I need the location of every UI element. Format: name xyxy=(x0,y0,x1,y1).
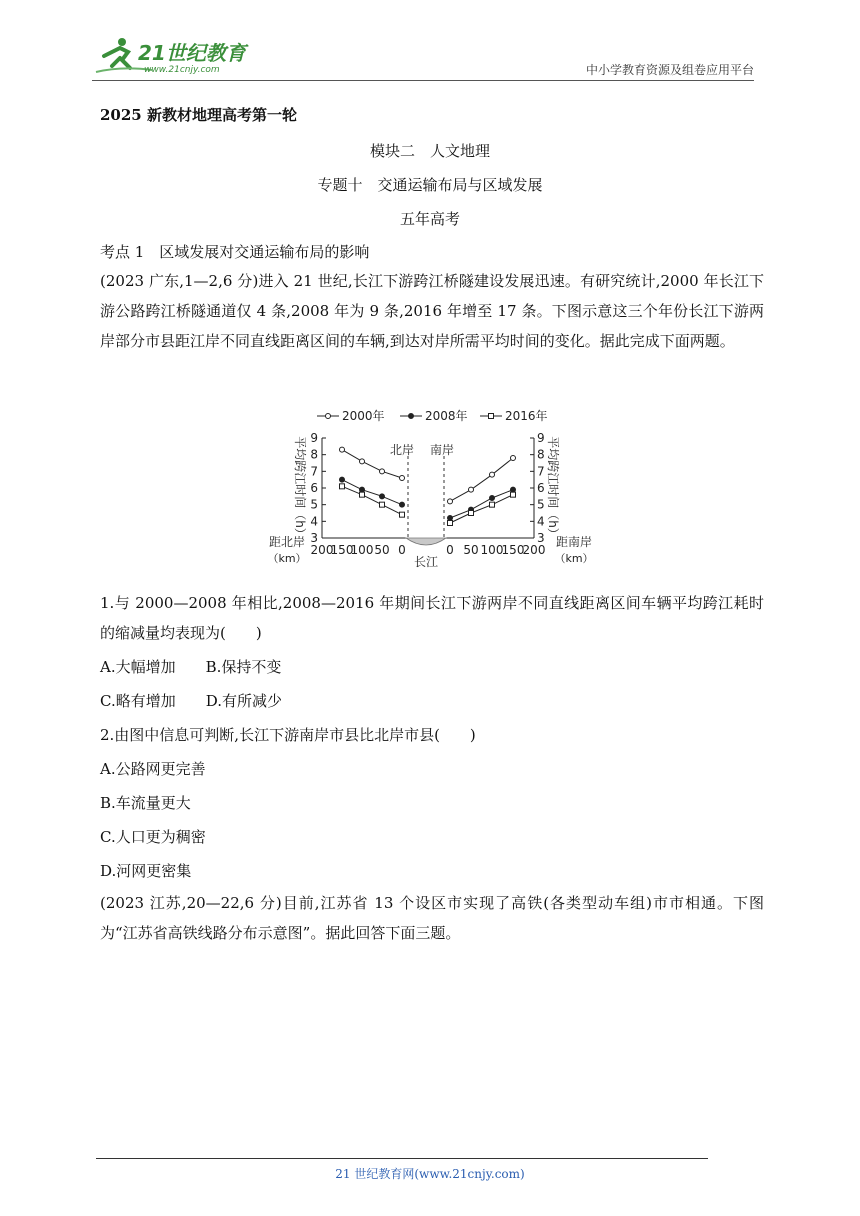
right-y-tick-label-0: 3 xyxy=(537,531,545,545)
question-2-option-c: C.人口更为稠密 xyxy=(100,828,206,846)
south-bank-label: 南岸 xyxy=(429,443,455,457)
north-x-tick-label-1: 150 xyxy=(330,543,354,557)
intro-paragraph-2: (2023 江苏,20—22,6 分)目前,江苏省 13 个设区市实现了高铁(各类型动车组)市市相通。下图为“江苏省高铁线路分布示意图”。据此回答下面三题。 xyxy=(100,894,764,942)
legend-label-1: 2008年 xyxy=(425,409,468,423)
series-2-south-point-0 xyxy=(448,521,453,526)
header-slogan: 中小学教育资源及组卷应用平台 xyxy=(585,63,754,77)
left-y-tick-label-5: 8 xyxy=(310,447,318,462)
series-1-south-line xyxy=(450,490,513,518)
north-x-tick-label-0: 200 xyxy=(310,543,334,557)
series-1-north-point-3 xyxy=(400,502,405,507)
series-0-north-point-2 xyxy=(380,469,385,474)
right-y-label: 平均跨江时间（h） xyxy=(546,436,560,540)
legend-label-2: 2016年 xyxy=(505,409,548,423)
south-x-tick-label-1: 50 xyxy=(463,543,479,557)
series-0-south-line xyxy=(450,458,513,501)
legend-marker-1 xyxy=(409,414,414,419)
kaodian-heading: 考点 1 区域发展对交通运输布局的影响 xyxy=(100,243,370,261)
left-y-tick-label-2: 5 xyxy=(310,497,318,512)
logo-url: www.21cnjy.com xyxy=(144,65,220,75)
south-x-tick-label-4: 200 xyxy=(522,543,546,557)
left-y-tick-label-0: 3 xyxy=(310,531,318,545)
left-axis-label: 距北岸 xyxy=(268,535,306,549)
module-title: 模块二 人文地理 xyxy=(369,142,490,160)
travel-time-chart xyxy=(262,404,602,580)
series-2-north-point-1 xyxy=(360,492,365,497)
right-y-tick-label-1: 4 xyxy=(537,514,545,529)
series-2-north-point-2 xyxy=(380,502,385,507)
left-y-label: 平均跨江时间（h） xyxy=(293,436,307,540)
right-axis-label: 距南岸 xyxy=(555,535,593,549)
logo-text: 21世纪教育 xyxy=(138,41,246,65)
legend-label-0: 2000年 xyxy=(342,409,385,423)
question-2-option-a: A.公路网更完善 xyxy=(100,760,206,778)
river-shape xyxy=(406,538,446,545)
right-y-tick-label-2: 5 xyxy=(537,497,545,512)
series-0-north-point-0 xyxy=(340,447,345,452)
series-0-south-point-2 xyxy=(490,472,495,477)
question-1-options-cd: C.略有增加 D.有所减少 xyxy=(100,692,282,710)
right-y-tick-label-6: 9 xyxy=(537,431,545,445)
question-2-stem: 2.由图中信息可判断,长江下游南岸市县比北岸市县( ) xyxy=(100,726,476,744)
south-x-tick-label-3: 150 xyxy=(501,543,525,557)
series-0-south-point-1 xyxy=(469,487,474,492)
intro-paragraph-1: (2023 广东,1—2,6 分)进入 21 世纪,长江下游跨江桥隧建设发展迅速。有研究统计,2000 年长江下游公路跨江桥隧通道仅 4 条,2008 年为 9 条,2016 年增至 17 条。下图示意这三个年份长江下游两岸部分市县距江岸不同直线距离区间的车辆,到达对岸所需平均时间的变化。据此完成下面两题。 xyxy=(100,272,764,350)
question-2-option-d: D.河网更密集 xyxy=(100,862,192,880)
south-x-tick-label-0: 0 xyxy=(446,543,454,557)
series-2-south-line xyxy=(450,495,513,523)
document-title: 2025 新教材地理高考第一轮 xyxy=(100,106,297,124)
series-0-south-point-3 xyxy=(511,456,516,461)
north-x-tick-label-3: 50 xyxy=(374,543,390,557)
series-1-north-point-0 xyxy=(340,477,345,482)
series-2-south-point-3 xyxy=(511,492,516,497)
legend-marker-2 xyxy=(489,414,494,419)
question-1-stem: 1.与 2000—2008 年相比,2008—2016 年期间长江下游两岸不同直线距离区间车辆平均跨江耗时的缩减量均表现为( ) xyxy=(100,594,764,642)
legend-marker-0 xyxy=(326,414,331,419)
south-x-tick-label-2: 100 xyxy=(480,543,504,557)
left-axis-unit: （km） xyxy=(267,552,307,565)
series-1-south-point-0 xyxy=(448,516,453,521)
right-y-tick-label-3: 6 xyxy=(537,481,545,495)
site-logo[interactable] xyxy=(92,36,262,78)
series-1-south-point-2 xyxy=(490,496,495,501)
series-2-north-point-0 xyxy=(340,484,345,489)
series-0-south-point-0 xyxy=(448,499,453,504)
series-0-north-point-1 xyxy=(360,459,365,464)
series-1-north-point-1 xyxy=(360,487,365,492)
section-title: 五年高考 xyxy=(399,210,460,228)
right-axis-unit: （km） xyxy=(554,552,594,565)
left-y-tick-label-6: 9 xyxy=(310,431,318,445)
footer-divider xyxy=(96,1158,708,1159)
series-0-north-point-3 xyxy=(400,476,405,481)
left-y-tick-label-3: 6 xyxy=(310,481,318,495)
right-y-tick-label-4: 7 xyxy=(537,464,545,479)
north-x-tick-label-2: 100 xyxy=(350,543,374,557)
question-2-option-b: B.车流量更大 xyxy=(100,794,191,812)
left-y-tick-label-4: 7 xyxy=(310,464,318,479)
river-label: 长江 xyxy=(413,555,439,569)
north-bank-label: 北岸 xyxy=(389,443,415,457)
series-2-north-point-3 xyxy=(400,512,405,517)
series-1-north-point-2 xyxy=(380,494,385,499)
topic-title: 专题十 交通运输布局与区域发展 xyxy=(317,176,543,194)
series-2-south-point-1 xyxy=(469,511,474,516)
north-x-tick-label-4: 0 xyxy=(398,543,406,557)
left-y-tick-label-1: 4 xyxy=(310,514,318,529)
series-1-north-line xyxy=(342,480,402,505)
right-y-tick-label-5: 8 xyxy=(537,447,545,462)
footer-link[interactable]: 21 世纪教育网(www.21cnjy.com) xyxy=(335,1167,525,1181)
series-2-south-point-2 xyxy=(490,502,495,507)
question-1-options-ab: A.大幅增加 B.保持不变 xyxy=(100,658,282,676)
series-1-south-point-3 xyxy=(511,487,516,492)
header-divider xyxy=(92,80,754,81)
